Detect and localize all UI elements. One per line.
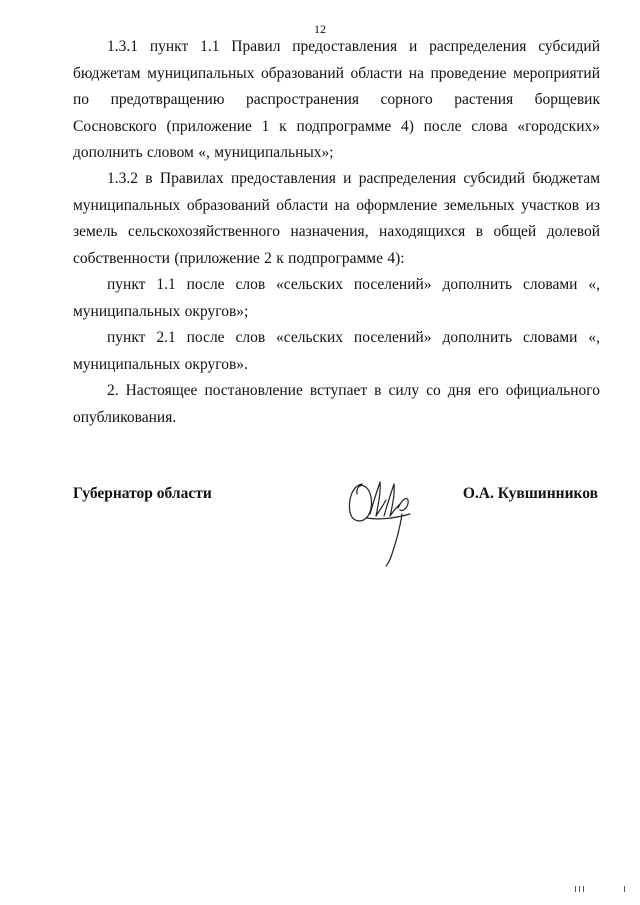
paragraph-point-2-1: пункт 2.1 после слов «сельских поселений» дополнить словами «, муниципальных округов». [73,329,600,373]
scan-mark [575,886,576,892]
signer-name: О.А. Кувшинников [462,485,598,502]
scan-mark [583,886,584,892]
page-number: 12 [314,22,326,36]
scan-mark [579,886,580,892]
paragraph-1-3-2: 1.3.2 в Правилах предоставления и распределения субсидий бюджетам муниципальных образований области на оформление земельных участков из земель сельскохозяйственного назначения, находящихся в общей долевой собственности (приложение 2 к подпрограмме 4): [73,170,600,267]
paragraph-effective-date: 2. Настоящее постановление вступает в силу со дня его официального опубликования. [73,382,600,426]
paragraph-1-3-1: 1.3.1 пункт 1.1 Правил предоставления и распределения субсидий бюджетам муниципальных образований области на проведение мероприятий по предотвращению распространения сорного растения борщевик Сосновского (приложение 1 к подпрограмме 4) после слова «городских» дополнить словом «, муниципальных»; [73,38,600,161]
scan-mark [624,886,625,892]
handwritten-signature [340,470,430,570]
signer-title: Губернатор области [73,485,212,502]
paragraph-point-1-1: пункт 1.1 после слов «сельских поселений» дополнить словами «, муниципальных округов»; [73,276,600,320]
